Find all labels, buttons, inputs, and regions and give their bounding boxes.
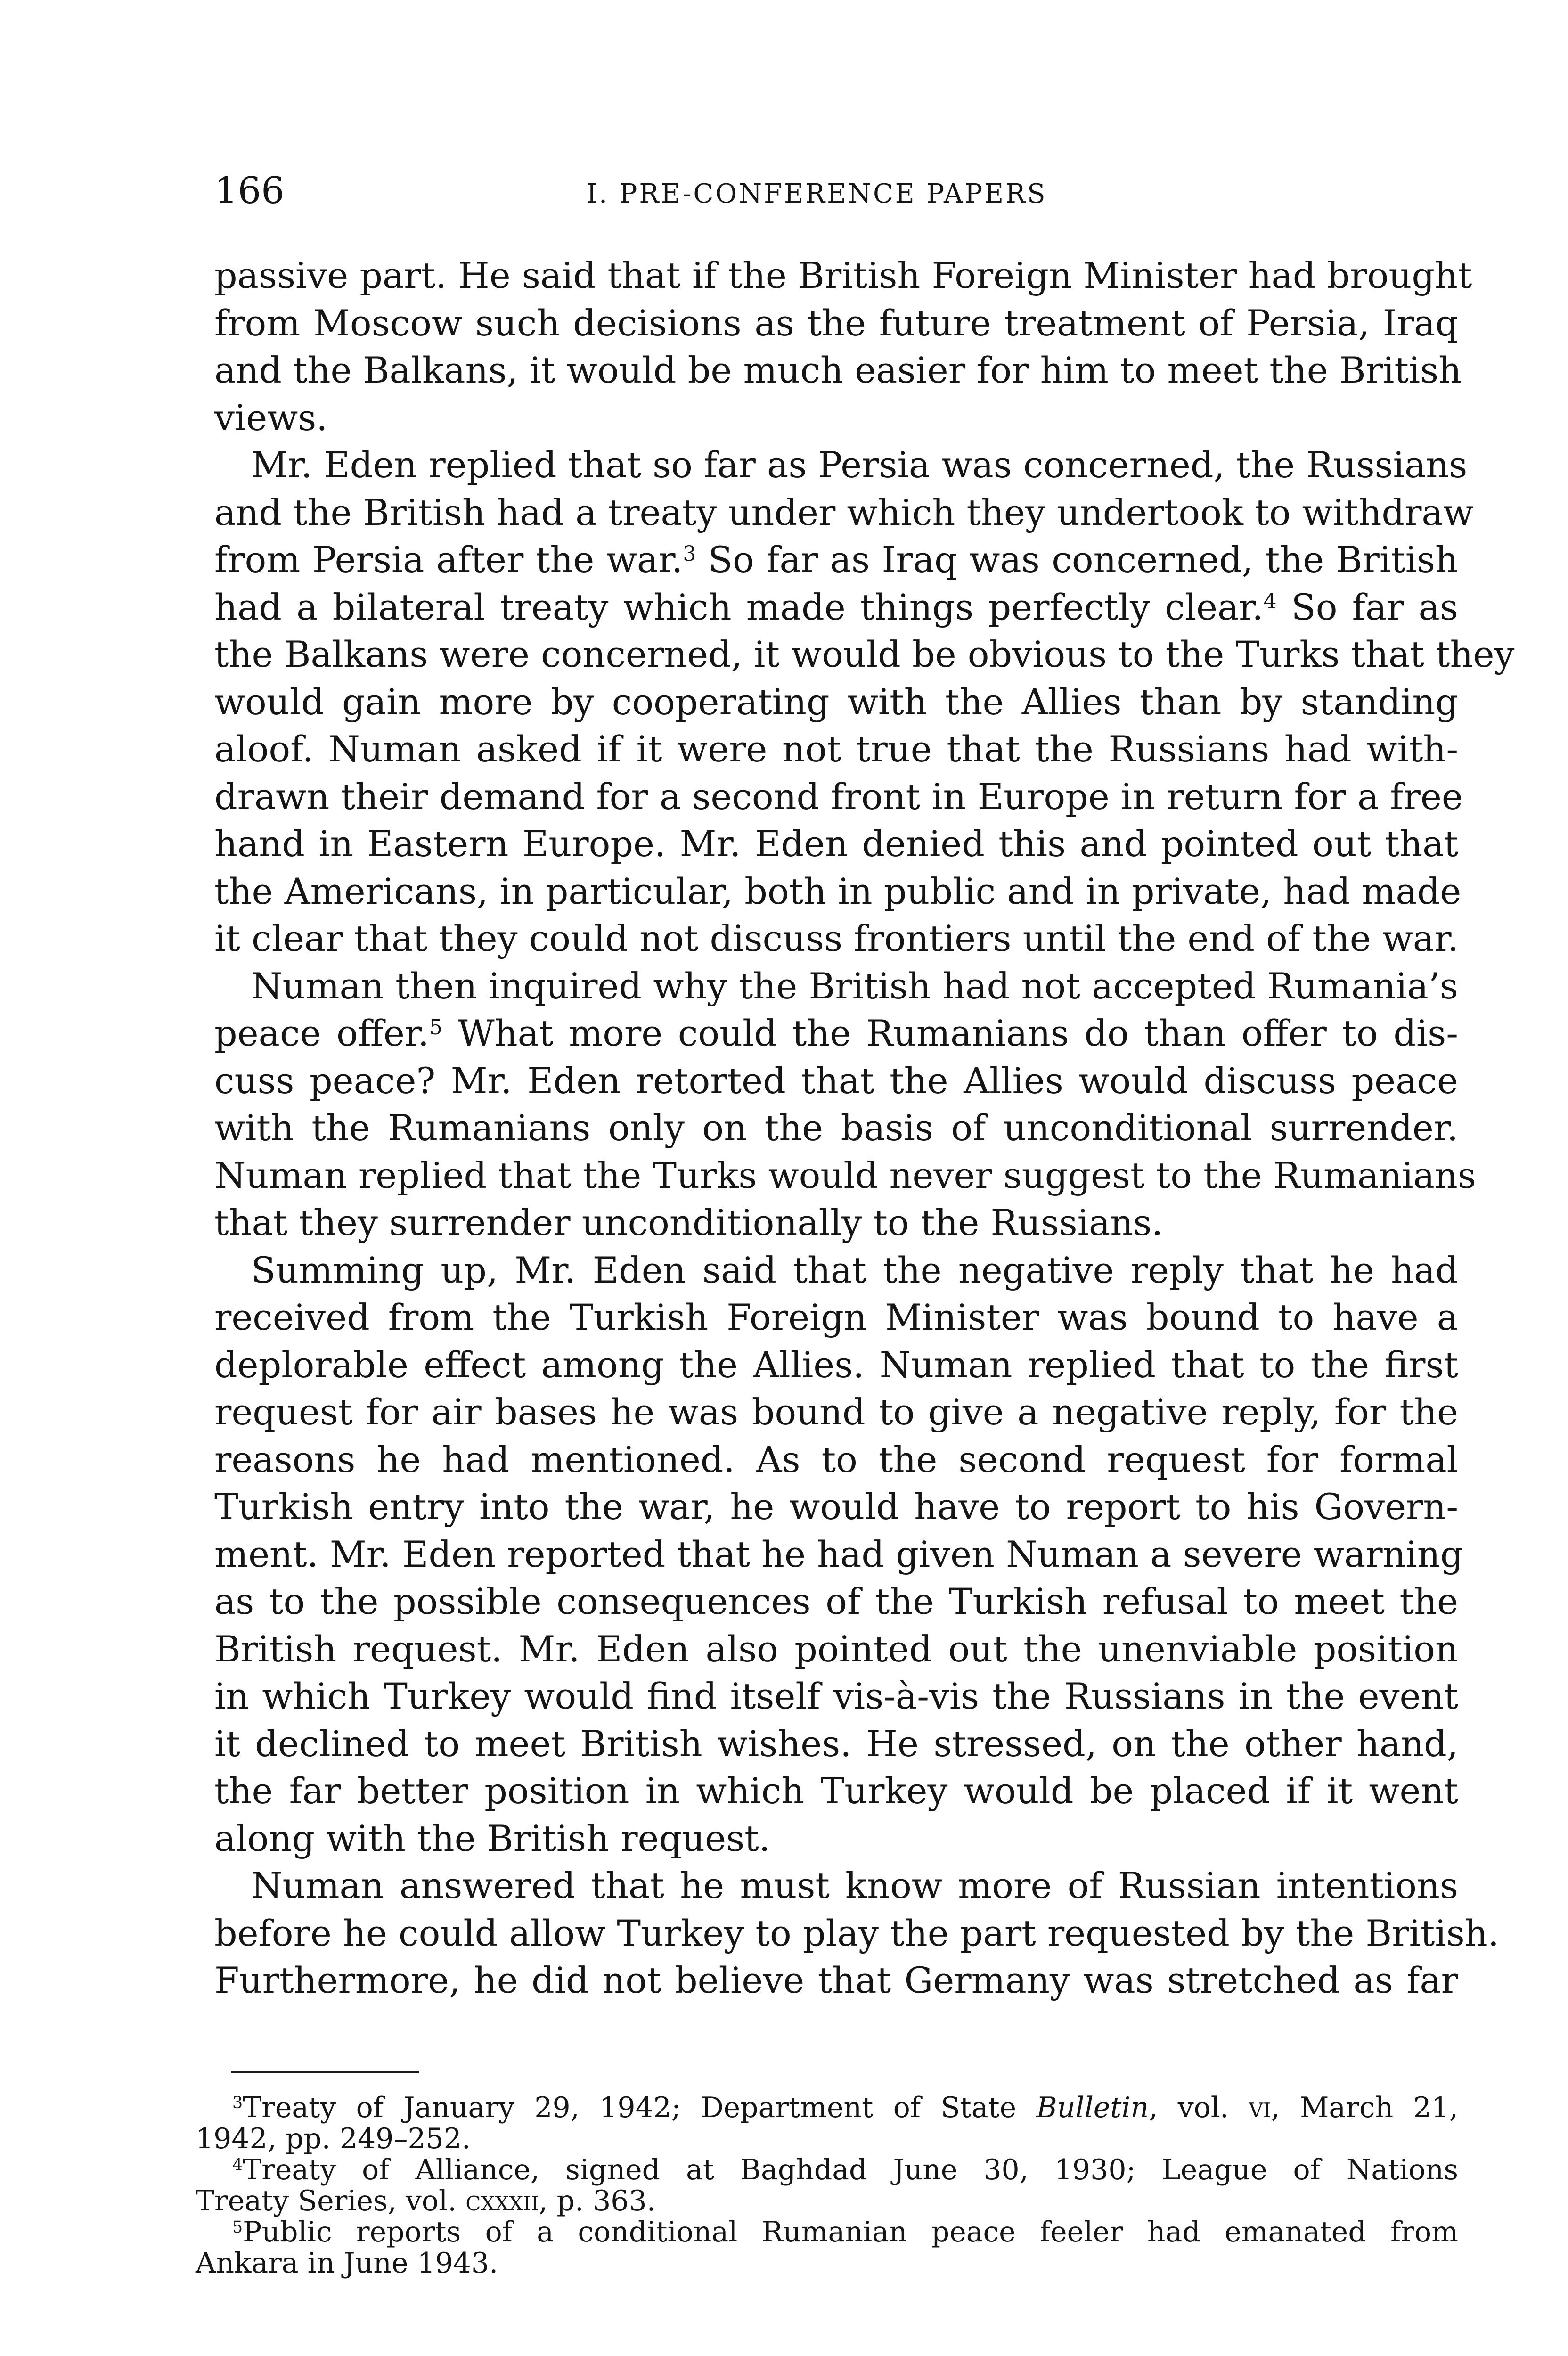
footnote-line — [196, 2217, 1458, 2248]
text-line: before he could allow Turkey to play the part requested by the British. — [214, 1912, 1499, 1954]
text-line: British request. Mr. Eden also pointed out the unenviable position — [214, 1628, 1458, 1670]
text-segment: So far as — [1276, 586, 1458, 628]
text-line: Furthermore, he did not believe that Germany was stretched as far — [214, 1959, 1458, 2001]
text-line: with the Rumanians only on the basis of unconditional surrender. — [214, 1107, 1458, 1149]
text-line: and the British had a treaty under which they undertook to withdraw — [214, 491, 1474, 533]
footnote-divider — [231, 2071, 419, 2073]
footnote-line: 1942, pp. 249–252. — [196, 2122, 471, 2155]
text-line: that they surrender unconditionally to the Russians. — [214, 1202, 1163, 1243]
volume-numeral: cxxxii — [466, 2184, 539, 2217]
text-line: along with the British request. — [214, 1817, 770, 1859]
text-line — [214, 584, 1458, 631]
text-line: the Balkans were concerned, it would be obvious to the Turks that they — [214, 633, 1515, 675]
footnotes — [196, 2092, 1458, 2279]
text-segment: Treaty of Alliance, signed at Baghdad June 30, 1930; League of Nations — [243, 2153, 1458, 2186]
footnote-marker: 5 — [232, 2217, 243, 2237]
text-line: drawn their demand for a second front in Europe in return for a free — [214, 775, 1463, 818]
text-line: Mr. Eden replied that so far as Persia was concerned, the Russians — [251, 444, 1468, 486]
text-line: passive part. He said that if the British Foreign Minister had brought — [214, 254, 1472, 296]
footnote-line — [196, 2185, 1458, 2217]
footnote-marker: 3 — [232, 2093, 243, 2112]
running-head: I. PRE-CONFERENCE PAPERS — [587, 179, 1047, 209]
text-segment: Treaty Series, vol. — [196, 2184, 466, 2217]
text-line — [214, 1010, 1458, 1057]
text-line — [214, 536, 1458, 584]
text-line: views. — [214, 396, 328, 439]
text-line: it declined to meet British wishes. He stressed, on the other hand, — [214, 1722, 1458, 1765]
text-line: Numan then inquired why the British had not accepted Rumania’s — [251, 965, 1458, 1007]
text-segment: , p. 363. — [539, 2184, 656, 2217]
footnote-ref: 5 — [429, 1015, 442, 1039]
text-line: reasons he had mentioned. As to the second request for formal — [214, 1438, 1458, 1481]
text-line: from Moscow such decisions as the future treatment of Persia, Iraq — [214, 302, 1458, 344]
text-line: and the Balkans, it would be much easier for him to meet the British — [214, 349, 1462, 391]
text-line: in which Turkey would find itself vis-à-vis the Russians in the event — [214, 1675, 1458, 1717]
text-segment: Public reports of a conditional Rumanian peace feeler had emanated from — [243, 2216, 1458, 2249]
footnote-line: Ankara in June 1943. — [196, 2247, 498, 2280]
text-segment: had a bilateral treaty which made things perfectly clear. — [214, 586, 1264, 628]
footnote-line — [196, 2154, 1458, 2185]
text-segment: So far as Iraq was concerned, the British — [696, 539, 1458, 581]
text-segment: , March 21, — [1271, 2091, 1458, 2124]
text-segment: , vol. — [1149, 2091, 1249, 2124]
text-line: as to the possible consequences of the Turkish refusal to meet the — [214, 1580, 1458, 1622]
text-line: ment. Mr. Eden reported that he had given Numan a severe warning — [214, 1533, 1463, 1575]
text-line: hand in Eastern Europe. Mr. Eden denied this and pointed out that — [214, 823, 1458, 865]
footnote-ref: 3 — [683, 541, 696, 566]
page-header — [214, 165, 1458, 226]
footnote-ref: 4 — [1263, 589, 1277, 614]
text-line: Turkish entry into the war, he would have to report to his Govern- — [214, 1486, 1458, 1528]
volume-numeral: vi — [1249, 2091, 1271, 2124]
publication-title: Bulletin — [1036, 2091, 1149, 2124]
body-text — [214, 252, 1515, 2004]
text-line: it clear that they could not discuss frontiers until the end of the war. — [214, 917, 1459, 959]
text-line: request for air bases he was bound to give a negative reply, for the — [214, 1391, 1458, 1433]
text-line: aloof. Numan asked if it were not true that the Russians had with- — [214, 728, 1458, 770]
text-line: Numan answered that he must know more of Russian intentions — [251, 1865, 1458, 1906]
text-line: Summing up, Mr. Eden said that the negative reply that he had — [251, 1249, 1458, 1291]
text-line: received from the Turkish Foreign Minister was bound to have a — [214, 1296, 1458, 1338]
footnote-line — [196, 2092, 1458, 2123]
text-line: the Americans, in particular, both in public and in private, had made — [214, 870, 1462, 912]
text-line: cuss peace? Mr. Eden retorted that the Allies would discuss peace — [214, 1059, 1458, 1102]
text-line: the far better position in which Turkey would be placed if it went — [214, 1770, 1458, 1812]
page-number: 166 — [214, 170, 285, 212]
text-line: Numan replied that the Turks would never suggest to the Rumanians — [214, 1154, 1476, 1196]
text-line: would gain more by cooperating with the Allies than by standing — [214, 680, 1458, 723]
text-line: deplorable effect among the Allies. Numan replied that to the first — [214, 1343, 1458, 1386]
text-segment: Treaty of January 29, 1942; Department of State — [243, 2091, 1037, 2124]
text-segment: peace offer. — [214, 1012, 429, 1054]
footnote-marker: 4 — [232, 2155, 243, 2175]
text-segment: from Persia after the war. — [214, 539, 683, 581]
text-segment: What more could the Rumanians do than offer to dis- — [442, 1012, 1458, 1054]
